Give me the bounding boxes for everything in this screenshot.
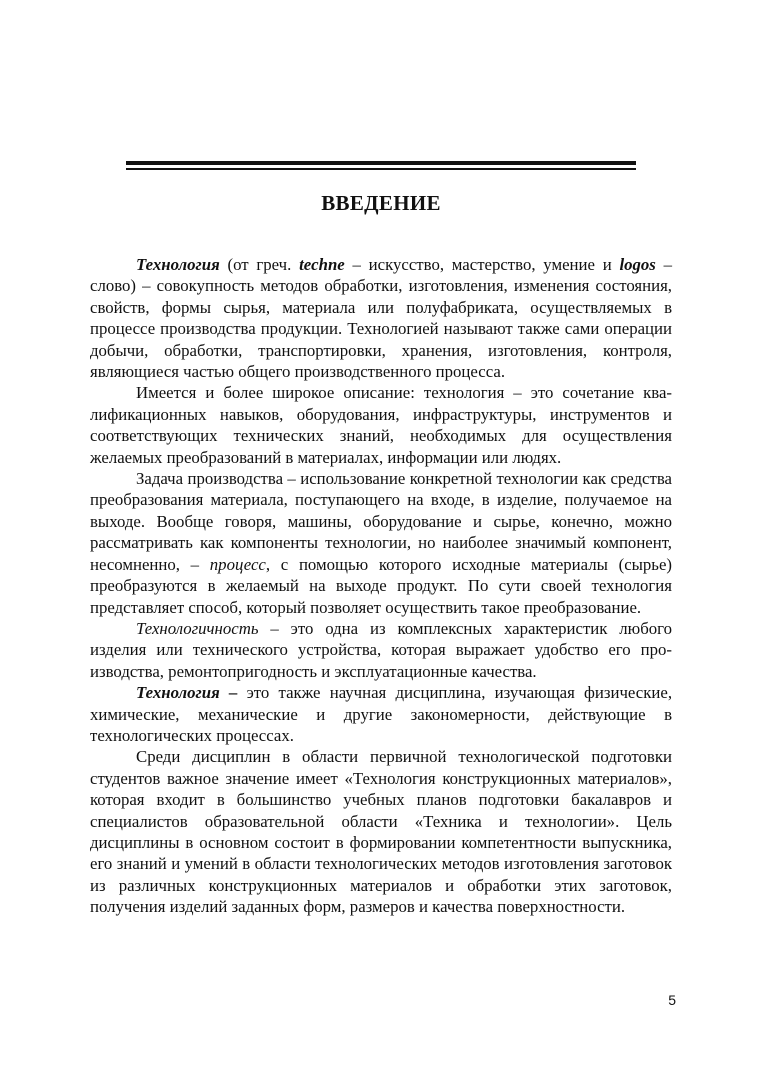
- page-title: ВВЕДЕНИЕ: [321, 191, 441, 215]
- term-manufacturability: Технологичность: [136, 618, 259, 638]
- paragraph-production-task: Задача производства – использование конкретной технологии как средства преобразования материала, поступающего на входе, в изделие, получаемое на выходе. Вообще говоря, машины, оборудование и сырье, конечно, можно рассматривать как компоненты технологии, но наиболее значимый компонент, несомненно, – процесс, с помощью которого исходные материалы (сырье) преобразуются в желаемый на выходе продукт. По сути своей технология представляет способ, который позволяет осуществить такое преобразование.: [90, 469, 672, 617]
- paragraph-course-goal: Среди дисциплин в области первичной технологической подготовки студентов важное значение имеет «Технология конструкционных материалов», которая входит в большинство учебных планов подготовки бакалавров и специалистов образовательной области «Техника и технологии». Цель дисциплины в основном состоит в формировании компетентности выпускника, его знаний и умений в области технологических методов изготовления заготовок из различных конструкционных материалов и обработки этих заготовок, получения изделий заданных форм, размеров и качества поверхностности.: [90, 747, 672, 917]
- greek-word-logos: logos: [619, 255, 656, 274]
- paragraph-scientific-discipline: Технология – это также научная дисциплина, изучающая физические, химические, механические и другие закономерности, действующие в технологических процессах.: [90, 683, 673, 745]
- paragraph-manufacturability: Технологичность – это одна из комплексных характеристик любого изделия или технического устройства, которая выражает удобство его производства, ремонтопригодность и эксплуатационные качества.: [90, 618, 672, 681]
- term-technology-discipline: Технология –: [136, 683, 238, 703]
- paragraph-technology-definition: Технология (от греч. techne – искусство, мастерство, умение и logos – слово) – совокупность методов обработки, изготовления, изменения состояния, свойств, формы сырья, материала или полуфабриката, осуществляемых в процессе производства продукции. Технологией называют также сами операции добычи, обработки, транспортировки, хранения, изготовления, контроля, являющиеся частью общего производственного процесса.: [90, 255, 672, 382]
- paragraph-broad-description: Имеется и более широкое описание: технология – это сочетание квалификационных навыков, оборудования, инфраструктуры, инструментов и соответствующих технических знаний, необходимых для осуществления желаемых преобразований в материалах, информации или людях.: [90, 383, 672, 467]
- header-rule-thin: [126, 168, 636, 170]
- body-text: [90, 254, 672, 918]
- header-rule-thick: [126, 161, 636, 165]
- term-process: процесс: [209, 554, 266, 574]
- term-technology: Технология: [136, 255, 220, 274]
- page-number: 5: [668, 992, 676, 1008]
- greek-word-techne: techne: [299, 255, 345, 274]
